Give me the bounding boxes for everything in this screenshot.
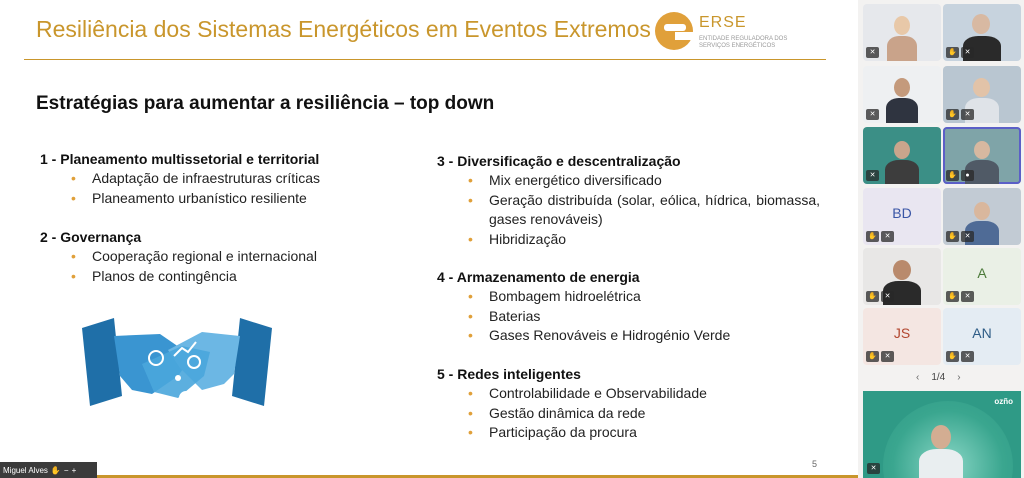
section-heading: 1 - Planeamento multissetorial e territorial (40, 151, 320, 167)
title-divider (24, 59, 826, 60)
presenter-name: Miguel Alves (3, 465, 48, 475)
participant-tile[interactable] (943, 248, 1021, 305)
list-item: • Gestão dinâmica da rede (437, 404, 820, 424)
participant-tile[interactable] (943, 308, 1021, 365)
logo-name: ERSE (699, 14, 747, 31)
participants-panel (858, 0, 1024, 478)
section-4 (437, 269, 820, 346)
hand-icon: ✋ (866, 291, 879, 302)
participant-tile[interactable] (943, 4, 1021, 61)
slide-title: Resiliência dos Sistemas Energéticos em Eventos Extremos (36, 16, 651, 42)
participant-pager (916, 372, 961, 383)
hand-icon: ✋ (946, 170, 959, 181)
mic-muted-icon: ✕ (881, 291, 894, 302)
mic-muted-icon: ✕ (961, 291, 974, 302)
hand-icon: ✋ (946, 231, 959, 242)
presenter-label[interactable] (0, 462, 97, 478)
slide-subtitle: Estratégias para aumentar a resiliência – top down (36, 93, 495, 114)
list-item: • Hibridização (437, 230, 820, 250)
page-number: 5 (812, 459, 818, 469)
erse-logo-icon (655, 12, 693, 50)
list-item: • Participação da procura (437, 423, 820, 443)
participant-tile[interactable] (863, 188, 941, 245)
list-item: • Planos de contingência (40, 267, 380, 287)
participant-tile[interactable] (863, 66, 941, 123)
mic-muted-icon: ✕ (866, 170, 879, 181)
list-item: • Mix energético diversificado (437, 171, 820, 191)
hand-icon: ✋ (946, 291, 959, 302)
participant-tile[interactable] (863, 308, 941, 365)
list-item: • Geração distribuída (solar, eólica, hídrica, biomassa, gases renováveis) (437, 191, 820, 230)
section-3 (437, 153, 820, 249)
participant-initials: A (977, 265, 987, 281)
participant-tile[interactable] (863, 248, 941, 305)
section-1 (40, 151, 380, 208)
mic-muted-icon: ✕ (866, 109, 879, 120)
minus-icon[interactable]: − (63, 465, 69, 475)
hand-icon: ✋ (946, 351, 959, 362)
section-2 (40, 229, 380, 286)
list-item: • Cooperação regional e internacional (40, 247, 380, 267)
participant-tile[interactable] (863, 4, 941, 61)
mic-muted-icon: ✕ (866, 47, 879, 58)
mic-muted-icon: ✕ (867, 463, 880, 474)
pager-label: 1/4 (931, 372, 946, 383)
list-item: • Baterias (437, 307, 820, 327)
section-5 (437, 366, 820, 443)
participant-tile[interactable] (943, 188, 1021, 245)
list-item: • Bombagem hidroelétrica (437, 287, 820, 307)
participant-tile-active-speaker[interactable] (943, 127, 1021, 184)
list-item: • Adaptação de infraestruturas críticas (40, 169, 380, 189)
hand-icon: ✋ (866, 231, 879, 242)
mic-muted-icon: ✕ (881, 351, 894, 362)
section-heading: 5 - Redes inteligentes (437, 366, 581, 382)
participant-initials: JS (893, 325, 911, 341)
list-item: • Gases Renováveis e Hidrogénio Verde (437, 326, 820, 346)
handshake-illustration (82, 316, 272, 416)
mic-muted-icon: ✕ (961, 47, 974, 58)
participant-tile[interactable] (943, 66, 1021, 123)
participant-initials: BD (892, 205, 912, 221)
plus-icon[interactable]: + (71, 465, 77, 475)
participant-tile[interactable] (863, 127, 941, 184)
hand-icon: ✋ (946, 47, 959, 58)
list-item: • Planeamento urbanístico resiliente (40, 189, 380, 209)
section-heading: 4 - Armazenamento de energia (437, 269, 640, 285)
erse-logo (655, 12, 825, 56)
chevron-left-icon[interactable]: ‹ (916, 372, 920, 383)
hand-icon[interactable]: ✋ (50, 465, 61, 475)
list-item: • Controlabilidade e Observabilidade (437, 384, 820, 404)
chevron-right-icon[interactable]: › (957, 372, 961, 383)
mic-icon: ● (961, 170, 974, 181)
mic-muted-icon: ✕ (961, 109, 974, 120)
mic-muted-icon: ✕ (881, 231, 894, 242)
featured-brand: ozño (994, 397, 1013, 406)
hand-icon: ✋ (866, 351, 879, 362)
participant-initials: AN (972, 325, 992, 341)
mic-muted-icon: ✕ (961, 231, 974, 242)
mic-muted-icon: ✕ (961, 351, 974, 362)
hand-icon: ✋ (946, 109, 959, 120)
featured-participant-video[interactable] (863, 391, 1021, 478)
section-heading: 3 - Diversificação e descentralização (437, 153, 681, 169)
section-heading: 2 - Governança (40, 229, 142, 245)
logo-subtitle: ENTIDADE REGULADORA DOS SERVIÇOS ENERGÉTICOS (699, 36, 788, 49)
